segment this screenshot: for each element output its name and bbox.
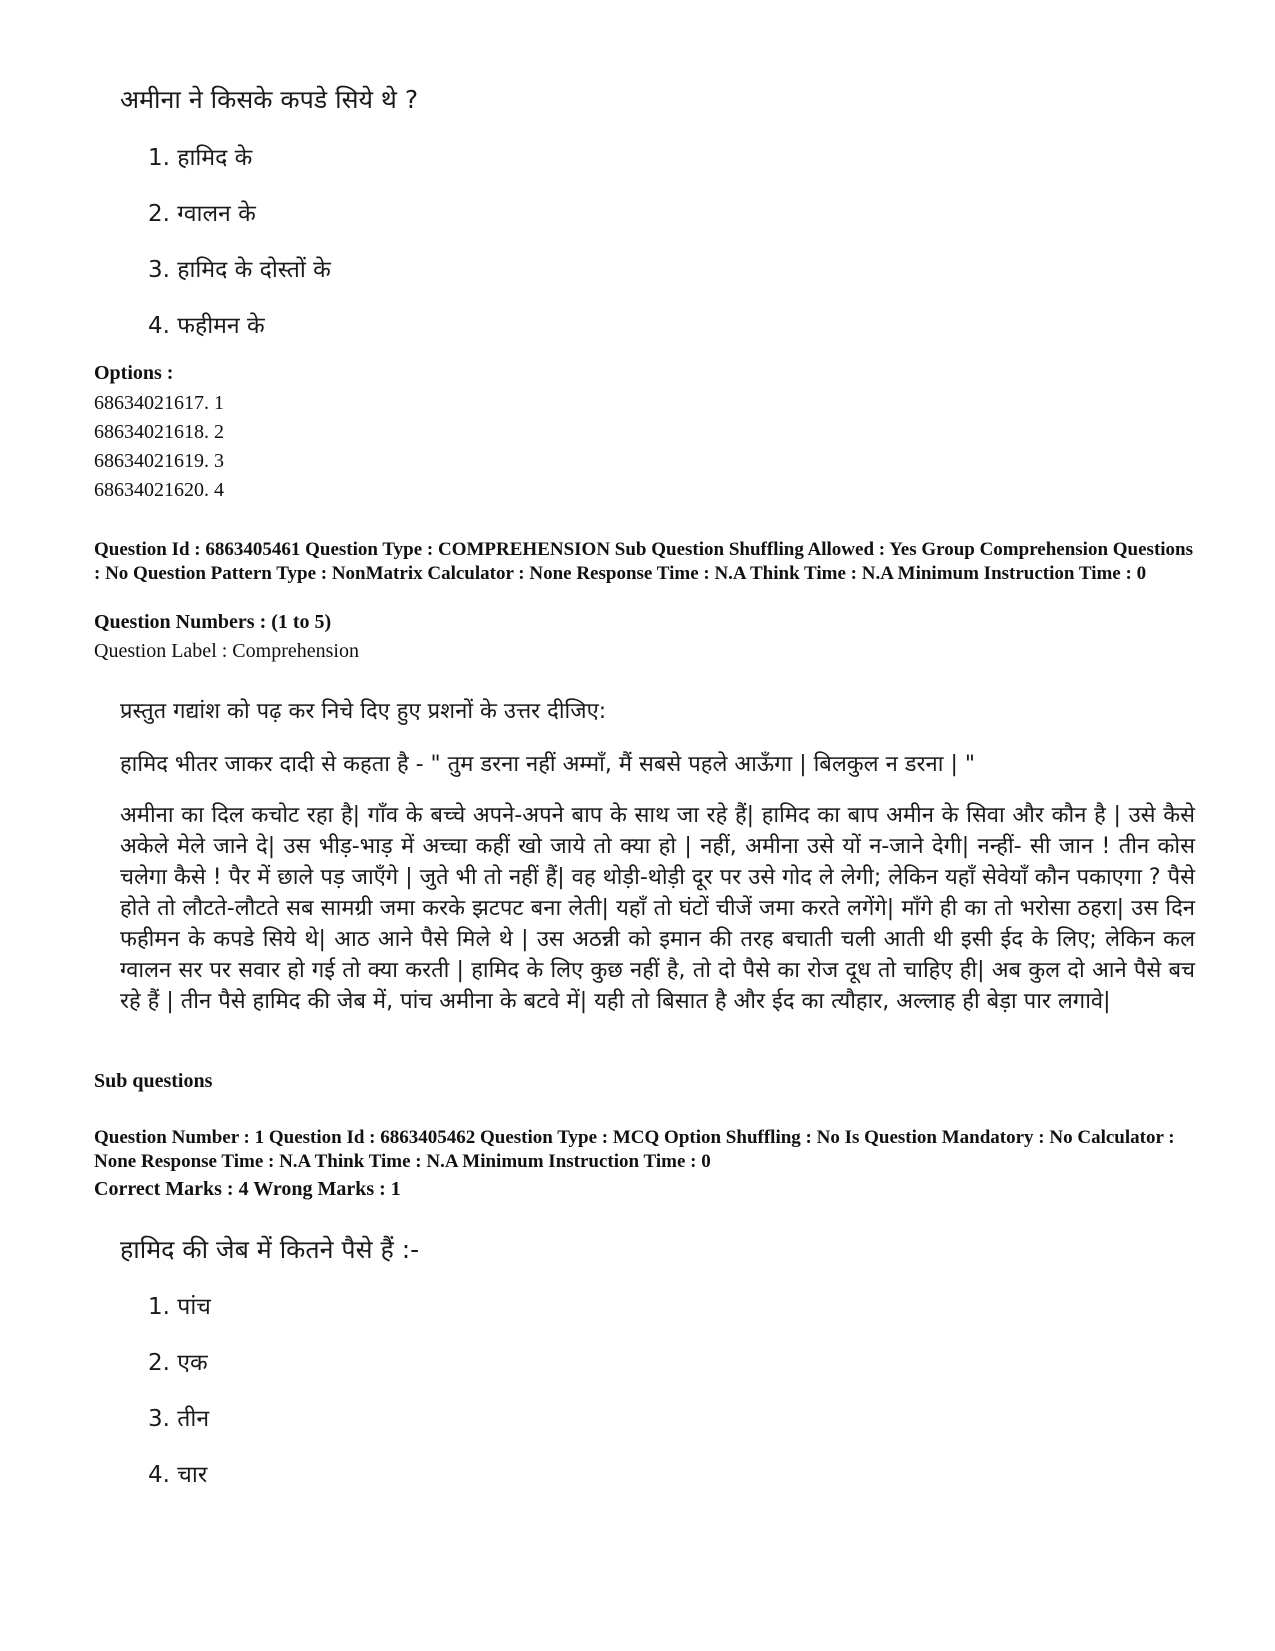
option-code: 68634021618. 2 (94, 421, 224, 443)
passage-quote: हामिद भीतर जाकर दादी से कहता है - " तुम डरना नहीं अम्माँ, मैं सबसे पहले आऊँगा | बिलकुल न डरना | " (120, 752, 975, 777)
question-numbers: Question Numbers : (1 to 5) (94, 611, 332, 633)
q1-choice-4: 4. चार (148, 1462, 208, 1488)
question-1-meta: Question Number : 1 Question Id : 6863405462 Question Type : MCQ Option Shuffling : No Is Question Mandatory : No Calculator : None Response Time : N.A Think Time : N.A Minimum Instruction Time : 0 (94, 1127, 1175, 1172)
prev-choice-4: 4. फहीमन के (148, 313, 265, 339)
option-code: 68634021619. 3 (94, 450, 224, 472)
question-1-marks: Correct Marks : 4 Wrong Marks : 1 (94, 1178, 401, 1200)
sub-questions-heading: Sub questions (94, 1070, 213, 1092)
q1-choice-3: 3. तीन (148, 1406, 210, 1432)
prev-choice-3: 3. हामिद के दोस्तों के (148, 257, 331, 283)
q1-choice-1: 1. पांच (148, 1294, 211, 1320)
prev-choice-1: 1. हामिद के (148, 145, 253, 171)
passage-body: अमीना का दिल कचोट रहा है| गाँव के बच्चे अपने-अपने बाप के साथ जा रहे हैं| हामिद का बाप अमीन के सिवा और कौन है | उसे कैसे अकेले मेले जाने दे| उस भीड़-भाड़ में अच्चा कहीं खो जाये तो क्या हो | नहीं, अमीना उसे यों न-जाने देगी| नन्हीं- सी जान ! तीन कोस चलेगा कैसे ! पैर में छाले पड़ जाएँगे | जुते भी तो नहीं हैं| वह थोड़ी-थोड़ी दूर पर उसे गोद ले लेगी; लेकिन यहाँ सेवेयाँ कौन पकाएगा ? पैसे होते तो लौटते-लौटते सब सामग्री जमा करके झटपट बना लेती| यहाँ तो घंटों चीजें जमा करते लगेंगे| माँगे ही का तो भरोसा ठहरा| उस दिन फहीमन के कपडे सिये थे| आठ आने पैसे मिले थे | उस अठन्नी को इमान की तरह बचाती चली आती थी इसी ईद के लिए; लेकिन कल ग्वालन सर पर सवार हो गई तो क्या करती | हामिद के लिए कुछ नहीं है, तो दो पैसे का रोज दूध तो चाहिए ही| अब कुल दो आने पैसे बच रहे हैं | तीन पैसे हामिद की जेब में, पांच अमीना के बटवे में| यही तो बिसात है और ईद का त्यौहार, अल्लाह ही बेड़ा पार लगावे| (120, 803, 1195, 1014)
question-1-text: हामिद की जेब में कितने पैसे हैं :- (120, 1235, 420, 1264)
prev-question-text: अमीना ने किसके कपडे सिये थे ? (120, 85, 419, 114)
option-code: 68634021617. 1 (94, 392, 224, 414)
prev-choice-2: 2. ग्वालन के (148, 201, 256, 227)
q1-choice-2: 2. एक (148, 1350, 208, 1376)
question-label: Question Label : Comprehension (94, 640, 359, 662)
comprehension-meta: Question Id : 6863405461 Question Type : COMPREHENSION Sub Question Shuffling Allowed : Yes Group Comprehension Questions : No Question Pattern Type : NonMatrix Calculator : None Response Time : N.A Think Time : N.A Minimum Instruction Time : 0 (94, 539, 1194, 584)
options-label: Options : (94, 362, 174, 384)
option-codes (94, 389, 224, 505)
option-code: 68634021620. 4 (94, 479, 224, 501)
passage-instruction: प्रस्तुत गद्यांश को पढ़ कर निचे दिए हुए प्रशनों के उत्तर दीजिए: (120, 699, 607, 724)
